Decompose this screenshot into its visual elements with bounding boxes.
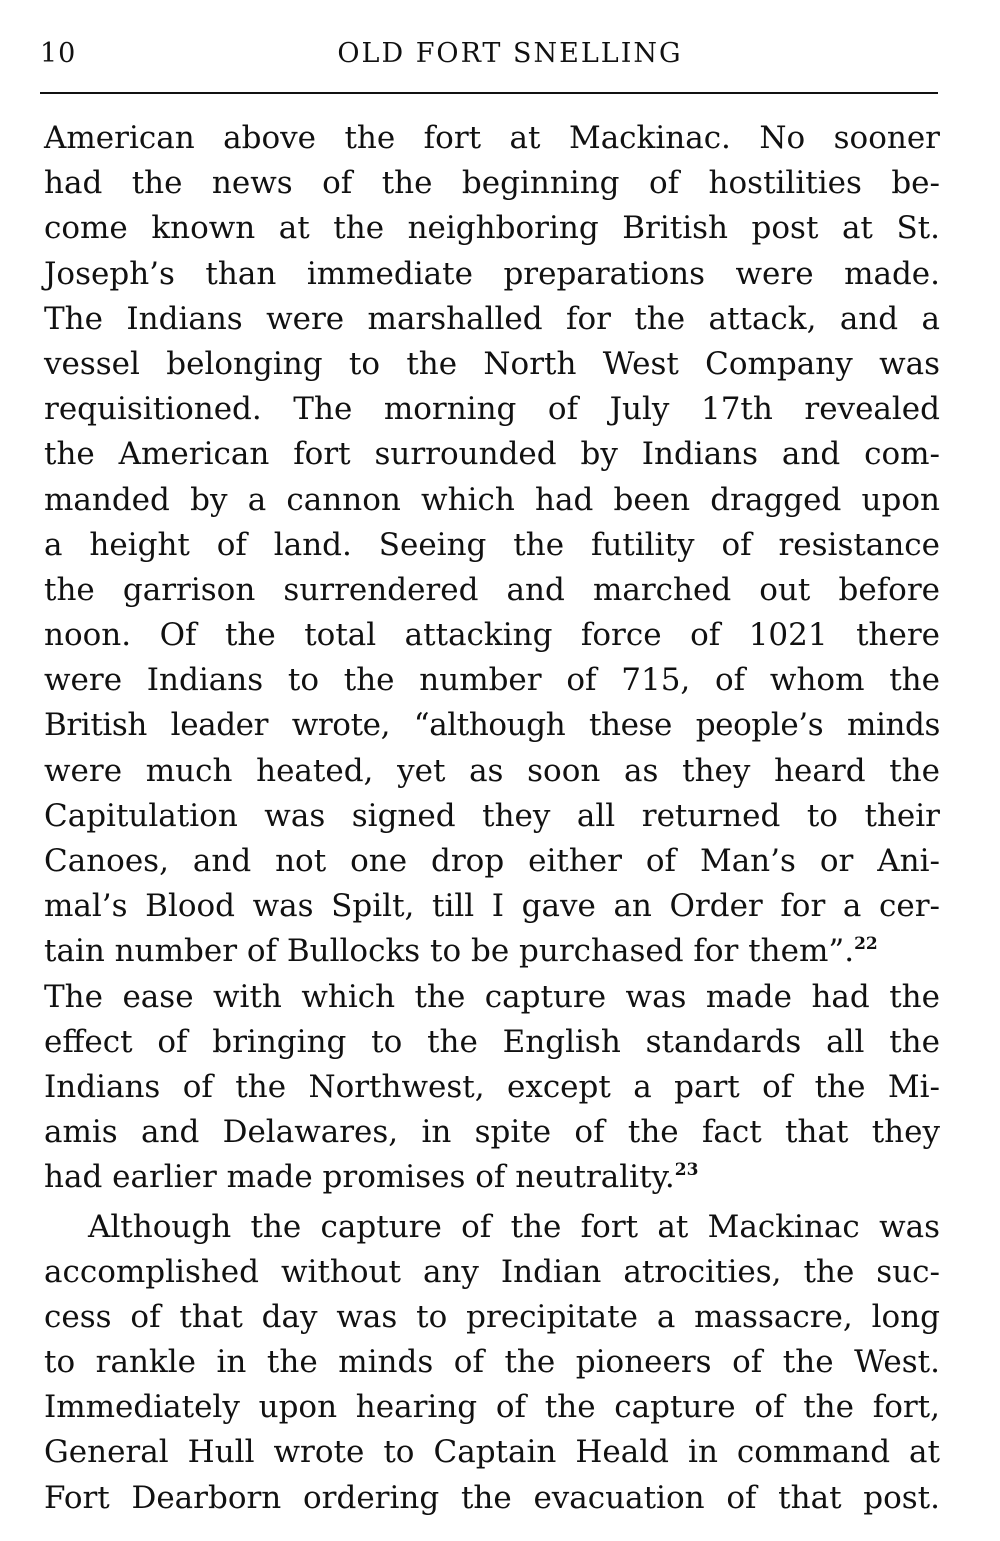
- page-header: [40, 38, 940, 82]
- text-line-content: had earlier made promises of neutrality.: [44, 1159, 675, 1196]
- text-line: amis and Delawares, in spite of the fact that they: [44, 1114, 940, 1151]
- page-number: 10: [40, 38, 77, 69]
- text-line: The ease with which the capture was made had the: [44, 978, 940, 1015]
- text-line: Immediately upon hearing of the capture of the fort,: [44, 1389, 940, 1426]
- text-line: mal’s Blood was Spilt, till I gave an Order for a cer-: [44, 888, 940, 925]
- paragraph: [44, 1205, 940, 1521]
- text-line-with-footnote: [44, 929, 940, 974]
- text-line: were much heated, yet as soon as they heard the: [44, 752, 940, 789]
- text-line: were Indians to the number of 715, of whom the: [44, 662, 940, 699]
- text-line: Indians of the Northwest, except a part of the Mi-: [44, 1068, 940, 1105]
- body-text: [44, 116, 940, 1521]
- text-line-with-footnote: [44, 1155, 940, 1200]
- text-line: to rankle in the minds of the pioneers of the West.: [44, 1344, 940, 1381]
- text-line: American above the fort at Mackinac. No sooner: [44, 120, 940, 156]
- text-line: Canoes, and not one drop either of Man’s or Ani-: [44, 843, 940, 879]
- text-line: come known at the neighboring British post at St.: [44, 210, 940, 247]
- text-line: Joseph’s than immediate preparations were made.: [44, 255, 940, 292]
- header-rule: [40, 92, 938, 94]
- text-line: requisitioned. The morning of July 17th revealed: [44, 391, 940, 428]
- text-line: cess of that day was to precipitate a massacre, long: [44, 1298, 940, 1335]
- text-line: vessel belonging to the North West Company was: [44, 345, 940, 382]
- text-line: the American fort surrounded by Indians and com-: [44, 436, 940, 473]
- text-line: Fort Dearborn ordering the evacuation of that post.: [44, 1479, 940, 1516]
- running-title: OLD FORT SNELLING: [337, 38, 683, 69]
- text-line: accomplished without any Indian atrocities, the suc-: [44, 1253, 940, 1290]
- text-line: General Hull wrote to Captain Heald in command at: [44, 1434, 940, 1471]
- text-line: effect of bringing to the English standards all the: [44, 1023, 940, 1060]
- text-line: Although the capture of the fort at Mackinac was: [88, 1208, 940, 1245]
- text-line: Capitulation was signed they all returned to their: [44, 797, 940, 834]
- text-line: a height of land. Seeing the futility of resistance: [44, 526, 940, 563]
- text-line: noon. Of the total attacking force of 1021 there: [44, 617, 940, 654]
- text-line: British leader wrote, “although these people’s minds: [44, 707, 940, 744]
- paragraph: [44, 116, 940, 1201]
- text-line: The Indians were marshalled for the attack, and a: [44, 300, 940, 337]
- text-line: the garrison surrendered and marched out before: [44, 571, 940, 608]
- text-line-content: tain number of Bullocks to be purchased for them”.: [44, 933, 855, 970]
- text-line: manded by a cannon which had been dragged upon: [44, 481, 940, 518]
- footnote-ref: 23: [674, 1160, 699, 1181]
- footnote-ref: 22: [854, 934, 878, 955]
- text-line: had the news of the beginning of hostilities be-: [44, 165, 940, 202]
